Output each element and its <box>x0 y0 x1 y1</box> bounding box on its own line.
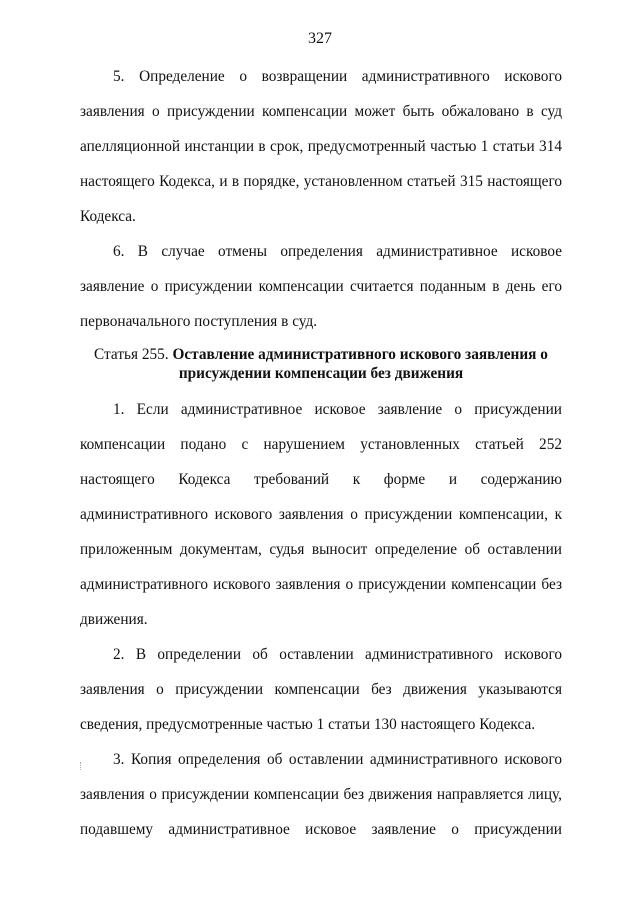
paragraph-5: 5. Определение о возвращении административного искового заявления о присуждении компенсации может быть обжаловано в суд апелляционной инстанции в срок, предусмотренный частью 1 статьи 314 настоящего Кодекса, и в порядке, установленном статьей 315 настоящего Кодекса. <box>80 68 562 225</box>
article-heading <box>80 345 562 383</box>
page-number: 327 <box>308 30 332 47</box>
paragraph-1: 1. Если административное исковое заявление о присуждении компенсации подано с нарушением установленных статьей 252 настоящего Кодекса требований к форме и содержанию административного искового заявления о присуждении компенсации, к приложенным документам, судья выносит определение об оставлении административного искового заявления о присуждении компенсации без движения. <box>80 401 562 628</box>
scan-artifact-mark <box>80 762 83 770</box>
article-prefix: Статья 255. <box>94 346 169 363</box>
paragraph-2: 2. В определении об оставлении административного искового заявления о присуждении компенсации без движения указываются сведения, предусмотренные частью 1 статьи 130 настоящего Кодекса. <box>80 646 562 733</box>
article-title: Оставление административного искового заявления о присуждении компенсации без движения <box>172 346 548 382</box>
paragraphs-bottom <box>80 392 562 847</box>
paragraph-3: 3. Копия определения об оставлении административного искового заявления о присуждении компенсации без движения направляется лицу, подавшему административное исковое заявление о присуждении <box>80 751 562 838</box>
paragraphs-top <box>80 59 562 339</box>
paragraph-6: 6. В случае отмены определения административное исковое заявление о присуждении компенсации считается поданным в день его первоначального поступления в суд. <box>80 243 562 330</box>
